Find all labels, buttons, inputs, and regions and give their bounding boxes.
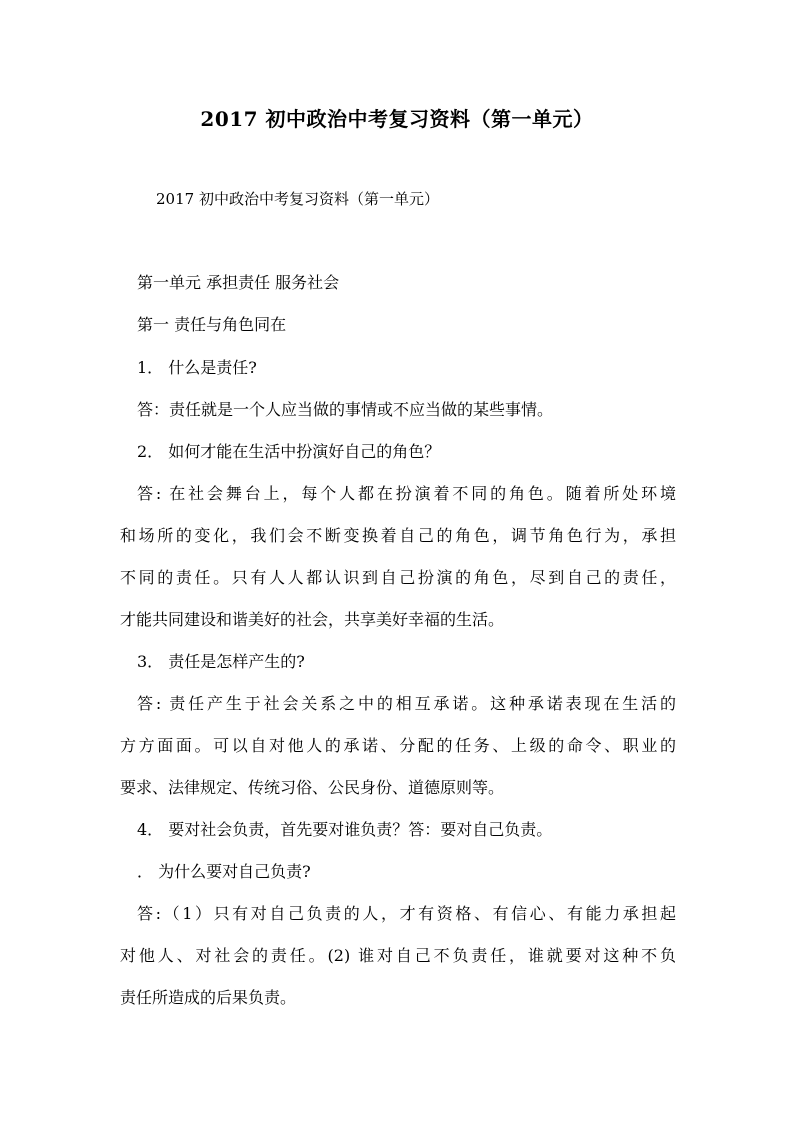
answer-2-line-2: 和场所的变化，我们会不断变换着自己的角色，调节角色行为，承担 (120, 526, 676, 545)
question-2: 2． 如何才能在生活中扮演好自己的角色？ (137, 442, 441, 461)
answer-2-line-4: 才能共同建设和谐美好的社会，共享美好幸福的生活。 (120, 610, 505, 629)
answer-3-line-2: 方方面面。可以自对他人的承诺、分配的任务、上级的命令、职业的 (120, 736, 676, 755)
answer-5-line-3: 责任所造成的后果负责。 (120, 988, 297, 1007)
document-subtitle: 2017 初中政治中考复习资料（第一单元） (156, 190, 439, 208)
question-1: 1． 什么是责任? (137, 358, 257, 377)
answer-5-line-2: 对他人、对社会的责任。(2) 谁对自己不负责任，谁就要对这种不负 (120, 946, 676, 965)
unit-heading: 第一单元 承担责任 服务社会 (137, 273, 340, 292)
answer-3-line-1: 答: 责任产生于社会关系之中的相互承诺。这种承诺表现在生活的 (137, 694, 676, 713)
lesson-heading: 第一 责任与角色同在 (137, 315, 287, 334)
answer-5-line-1: 答:（1）只有对自己负责的人，才有资格、有信心、有能力承担起 (137, 904, 676, 923)
answer-3-line-3: 要求、法律规定、传统习俗、公民身份、道德原则等。 (120, 778, 505, 797)
document-title: 2017 初中政治中考复习资料（第一单元） (200, 107, 594, 131)
question-3: 3． 责任是怎样产生的? (137, 652, 305, 671)
answer-1: 答：责任就是一个人应当做的事情或不应当做的某些事情。 (137, 400, 554, 419)
answer-2-line-1: 答: 在社会舞台上，每个人都在扮演着不同的角色。随着所处环境 (137, 484, 676, 503)
question-4: 4． 要对社会负责，首先要对谁负责？答：要对自己负责。 (137, 820, 553, 839)
question-5: ． 为什么要对自己负责? (137, 862, 311, 881)
answer-2-line-3: 不同的责任。只有人人都认识到自己扮演的角色，尽到自己的责任， (120, 568, 676, 587)
